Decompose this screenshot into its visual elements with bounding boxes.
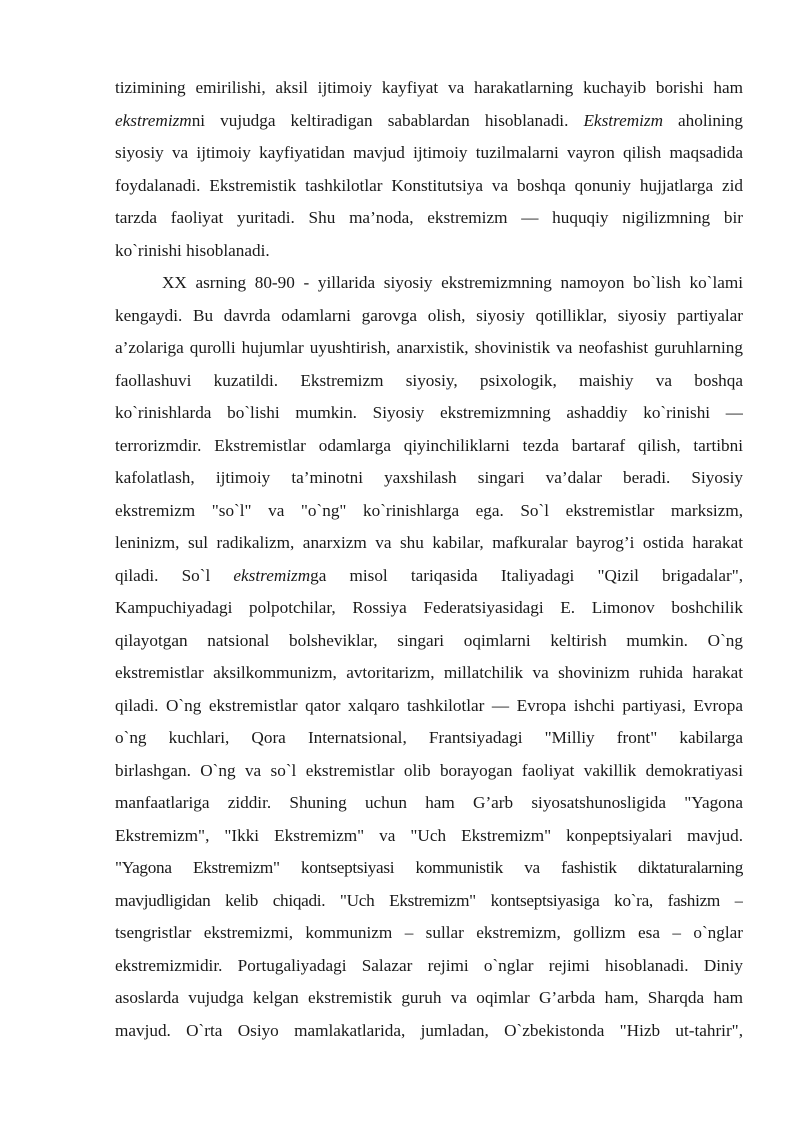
- text-run: kengaydi. Bu davrda odamlarni garovga olish, siyosiy qotilliklar, siyosiy partiyalar: [115, 305, 743, 325]
- text-run: Ekstremizm", "Ikki Ekstremizm" va "Uch Ekstremizm" konpeptsiyalari mavjud.: [115, 825, 743, 845]
- text-run: mavjud. O`rta Osiyo mamlakatlarida, jumladan, O`zbekistonda "Hizb ut-tahrir",: [115, 1020, 743, 1040]
- text-line: [115, 462, 743, 495]
- text-line: [115, 397, 743, 430]
- text-line: [115, 235, 743, 268]
- text-run: Kampuchiyadagi polpotchilar, Rossiya Federatsiyasidagi E. Limonov boshchilik: [115, 598, 743, 617]
- text-line: [115, 170, 743, 203]
- text-run: terrorizmdir. Ekstremistlar odamlarga qiyinchiliklarni tezda bartaraf qilish, tartibni: [115, 435, 743, 455]
- italic-term: Ekstremizm: [583, 110, 663, 130]
- text-line: [115, 430, 743, 463]
- text-line: [115, 950, 743, 983]
- text-run: ekstremizmidir. Portugaliyadagi Salazar rejimi o`nglar rejimi hisoblanadi. Diniy: [115, 955, 743, 975]
- text-line: [115, 365, 743, 398]
- text-line: [115, 267, 743, 300]
- text-line: [115, 202, 743, 235]
- text-run: birlashgan. O`ng va so`l ekstremistlar olib borayogan faoliyat vakillik demokratiyasi: [115, 760, 743, 780]
- text-line: [115, 1015, 743, 1048]
- text-line: [115, 722, 743, 755]
- text-run: ekstremistlar aksilkommunizm, avtoritarizm, millatchilik va shovinizm ruhida harakat: [115, 663, 743, 682]
- text-run: leninizm, sul radikalizm, anarxizm va shu kabilar, mafkuralar bayrog’i ostida harakat: [115, 533, 743, 552]
- text-line: [115, 332, 743, 365]
- text-run: a’zolariga qurolli hujumlar uyushtirish, anarxistik, shovinistik va neofashist guruhlarning: [115, 338, 743, 357]
- text-line: [115, 885, 743, 918]
- text-run: aholining: [663, 110, 743, 130]
- text-line: [115, 755, 743, 788]
- text-line: [115, 787, 743, 820]
- text-run: asoslarda vujudga kelgan ekstremistik guruh va oqimlar G’arbda ham, Sharqda ham: [115, 988, 743, 1007]
- text-line: [115, 917, 743, 950]
- italic-term: ekstremizm: [233, 565, 311, 585]
- body-text: [115, 72, 743, 1047]
- text-run: siyosiy va ijtimoiy kayfiyatidan mavjud ijtimoiy tuzilmalarni vayron qilish maqsadida: [115, 143, 743, 162]
- italic-term: ekstremizm: [115, 110, 192, 130]
- text-line: [115, 690, 743, 723]
- text-run: ko`rinishi hisoblanadi.: [115, 240, 270, 260]
- text-run: XX asrning 80-90 - yillarida siyosiy ekstremizmning namoyon bo`lish ko`lami: [162, 273, 743, 292]
- text-run: "Yagona Ekstremizm" kontseptsiyasi kommunistik va fashistik diktaturalarning: [115, 858, 743, 877]
- paragraph: [115, 267, 743, 1047]
- text-run: manfaatlariga ziddir. Shuning uchun ham G’arb siyosatshunosligida "Yagona: [115, 793, 743, 812]
- text-run: kafolatlash, ijtimoiy ta’minotni yaxshilash singari va’dalar beradi. Siyosiy: [115, 468, 743, 487]
- text-run: ni vujudga keltiradigan sabablardan hisoblanadi.: [191, 110, 584, 130]
- text-line: [115, 495, 743, 528]
- text-line: [115, 852, 743, 885]
- text-run: qiladi. O`ng ekstremistlar qator xalqaro tashkilotlar — Evropa ishchi partiyasi, Evropa: [115, 695, 743, 715]
- text-line: [115, 137, 743, 170]
- text-run: o`ng kuchlari, Qora Internatsional, Frantsiyadagi "Milliy front" kabilarga: [115, 728, 743, 747]
- text-run: faollashuvi kuzatildi. Ekstremizm siyosiy, psixologik, maishiy va boshqa: [115, 370, 743, 390]
- text-line: [115, 560, 743, 593]
- text-line: [115, 592, 743, 625]
- text-line: [115, 72, 743, 105]
- text-line: [115, 820, 743, 853]
- text-line: [115, 105, 743, 138]
- text-run: tarzda faoliyat yuritadi. Shu ma’noda, ekstremizm — huquqiy nigilizmning bir: [115, 208, 743, 227]
- text-run: tizimining emirilishi, aksil ijtimoiy kayfiyat va harakatlarning kuchayib borishi ham: [115, 78, 743, 97]
- text-run: mavjudligidan kelib chiqadi. "Uch Ekstremizm" kontseptsiyasiga ko`ra, fashizm –: [115, 890, 743, 910]
- text-line: [115, 527, 743, 560]
- text-line: [115, 300, 743, 333]
- text-line: [115, 657, 743, 690]
- text-run: ekstremizm "so`l" va "o`ng" ko`rinishlarga ega. So`l ekstremistlar marksizm,: [115, 500, 743, 520]
- text-line: [115, 625, 743, 658]
- text-run: qilayotgan natsional bolsheviklar, singari oqimlarni keltirish mumkin. O`ng: [115, 630, 743, 650]
- text-run: ko`rinishlarda bo`lishi mumkin. Siyosiy ekstremizmning ashaddiy ko`rinishi —: [115, 403, 743, 422]
- text-run: tsengristlar ekstremizmi, kommunizm – sullar ekstremizm, gollizm esa – o`nglar: [115, 923, 743, 942]
- text-run: foydalanadi. Ekstremistik tashkilotlar Konstitutsiya va boshqa qonuniy hujjatlarga zid: [115, 175, 743, 195]
- text-run: qiladi. So`l: [115, 565, 234, 585]
- text-run: ga misol tariqasida Italiyadagi "Qizil brigadalar",: [310, 565, 743, 585]
- text-line: [115, 982, 743, 1015]
- paragraph: [115, 72, 743, 267]
